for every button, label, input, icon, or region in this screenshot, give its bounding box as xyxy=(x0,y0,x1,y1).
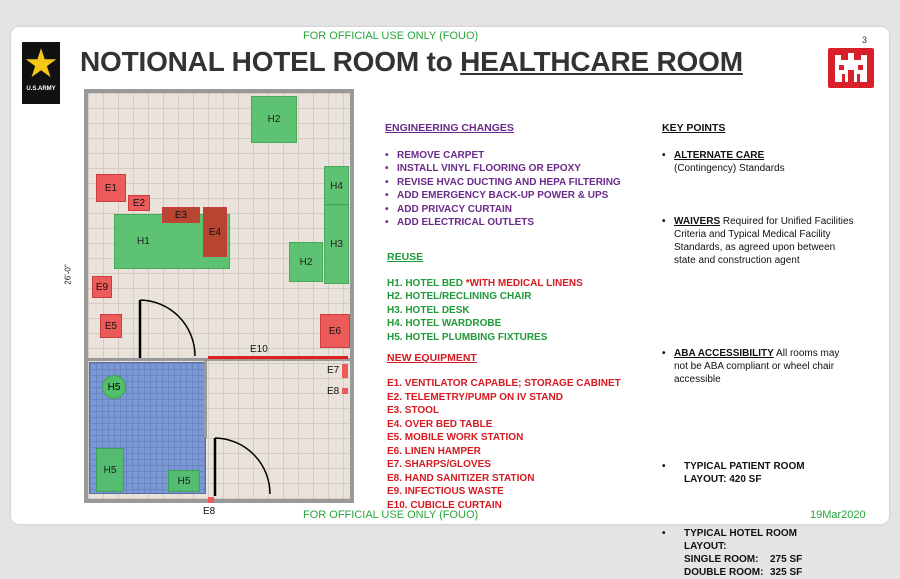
label-e8-bottom: E8 xyxy=(203,506,216,517)
hotel-room-line2: LAYOUT: xyxy=(684,541,727,552)
alternate-care-label: ALTERNATE CARE xyxy=(674,150,765,161)
castle-icon xyxy=(830,50,872,86)
door-swing-lower xyxy=(212,436,272,498)
hotel-wardrobe-h4: H4 xyxy=(324,166,349,206)
reuse-h1-note: *WITH MEDICAL LINENS xyxy=(462,278,583,289)
list-item: E4. OVER BED TABLE xyxy=(387,418,493,430)
linen-hamper-e6: E6 xyxy=(320,314,350,348)
hand-sanitizer-e8-mark-right xyxy=(342,388,348,394)
list-item xyxy=(387,277,583,290)
list-item: • REMOVE CARPET xyxy=(385,149,625,162)
double-room-label: DOUBLE ROOM: xyxy=(684,567,764,578)
patient-room-line1: TYPICAL PATIENT ROOM xyxy=(684,461,805,472)
list-item: E10. CUBICLE CURTAIN xyxy=(387,499,502,511)
waivers-text: Required for Unified Facilities Criteria and Typical Medical Facility Standards, as agreed upon between state and construction agent xyxy=(674,216,854,266)
aba-label: ABA ACCESSIBILITY xyxy=(674,348,774,359)
patient-room-line2: LAYOUT: 420 SF xyxy=(684,474,762,485)
list-item: • ADD EMERGENCY BACK-UP POWER & UPS xyxy=(385,189,625,202)
door-swing-upper xyxy=(137,298,197,360)
typical-hotel-room xyxy=(662,527,864,579)
list-item: • INSTALL VINYL FLOORING OR EPOXY xyxy=(385,162,625,175)
stool-e3: E3 xyxy=(162,207,200,223)
list-item: E6. LINEN HAMPER xyxy=(387,445,481,457)
list-item: H2. HOTEL/RECLINING CHAIR xyxy=(387,291,532,303)
waivers-label: WAIVERS xyxy=(674,216,721,227)
list-item: E8. HAND SANITIZER STATION xyxy=(387,472,535,484)
usace-castle-logo xyxy=(828,48,874,88)
single-room-row xyxy=(684,553,864,566)
list-item: E1. VENTILATOR CAPABLE; STORAGE CABINET xyxy=(387,378,621,389)
list-item: E3. STOOL xyxy=(387,405,440,416)
hotel-plumbing-h5-tub: H5 xyxy=(96,448,124,492)
single-room-value: 275 SF xyxy=(770,554,803,565)
title-part-2: HEALTHCARE ROOM xyxy=(460,46,743,77)
page-number: 3 xyxy=(862,35,868,45)
list-item: E5. MOBILE WORK STATION xyxy=(387,432,524,443)
new-equipment-heading: NEW EQUIPMENT xyxy=(387,352,477,364)
us-army-logo xyxy=(22,42,60,104)
fouo-top-banner: FOR OFFICIAL USE ONLY (FOUO) xyxy=(303,30,479,42)
reuse-h1: H1. HOTEL BED xyxy=(387,278,463,289)
mobile-work-station-e5: E5 xyxy=(100,314,122,338)
hand-sanitizer-e8-mark-bottom xyxy=(208,497,214,503)
new-equipment-list xyxy=(387,377,621,512)
bathroom-side-wall xyxy=(204,358,207,438)
key-points-heading: KEY POINTS xyxy=(662,122,726,134)
label-e7: E7 xyxy=(327,365,340,376)
list-item: • REVISE HVAC DUCTING AND HEPA FILTERING xyxy=(385,176,625,189)
label-e10: E10 xyxy=(250,344,268,355)
label-e8-right: E8 xyxy=(327,386,340,397)
double-room-value: 325 SF xyxy=(770,567,803,578)
list-item: H4. HOTEL WARDROBE xyxy=(387,318,502,330)
page-title xyxy=(80,46,743,78)
single-room-label: SINGLE ROOM: xyxy=(684,554,759,565)
telemetry-pump-e2: E2 xyxy=(128,195,150,211)
slide-date: 19Mar2020 xyxy=(810,509,866,521)
list-item: • ADD PRIVACY CURTAIN xyxy=(385,203,625,216)
fouo-bottom-banner: FOR OFFICIAL USE ONLY (FOUO) xyxy=(303,509,479,521)
infectious-waste-e9: E9 xyxy=(92,276,112,298)
list-item: E9. INFECTIOUS WASTE xyxy=(387,486,504,497)
room-dimension: 26'-0" xyxy=(63,264,73,285)
engineering-changes-heading: ENGINEERING CHANGES xyxy=(385,122,514,134)
list-item: H5. HOTEL PLUMBING FIXTURES xyxy=(387,331,548,343)
reuse-list xyxy=(387,277,583,344)
army-logo-text: U.S.ARMY xyxy=(26,86,56,92)
list-item: E2. TELEMETRY/PUMP ON IV STAND xyxy=(387,391,563,403)
double-room-row xyxy=(684,566,864,579)
key-point-aba xyxy=(662,347,854,386)
alternate-care-text: (Contingency) Standards xyxy=(674,163,785,174)
typical-patient-room xyxy=(662,460,864,486)
list-item: E7. SHARPS/GLOVES xyxy=(387,459,491,470)
key-point-alternate-care xyxy=(662,149,854,175)
hotel-reclining-chair-h2-side: H2 xyxy=(289,242,323,282)
hotel-bed-h1: H1 xyxy=(114,214,230,269)
hotel-plumbing-h5-toilet: H5 xyxy=(168,470,200,492)
hotel-reclining-chair-h2-top: H2 xyxy=(251,96,297,143)
title-part-1: NOTIONAL HOTEL ROOM to xyxy=(80,46,461,77)
sharps-gloves-e7-mark xyxy=(342,364,348,378)
reuse-heading: REUSE xyxy=(387,251,424,263)
ventilator-storage-cabinet-e1: E1 xyxy=(96,174,126,202)
hotel-room-line1: TYPICAL HOTEL ROOM xyxy=(684,528,797,539)
aba-text: All rooms may not be ABA compliant or wheel chair accessible xyxy=(674,348,840,385)
engineering-changes-list xyxy=(385,149,625,229)
hotel-desk-h3: H3 xyxy=(324,204,349,284)
key-point-waivers xyxy=(662,215,854,267)
star-icon: ★ xyxy=(23,42,59,86)
over-bed-table-e4: E4 xyxy=(203,207,227,257)
list-item: H3. HOTEL DESK xyxy=(387,304,470,316)
hotel-plumbing-h5-sink: H5 xyxy=(102,375,126,399)
cubicle-curtain-line xyxy=(208,356,348,359)
list-item: • ADD ELECTRICAL OUTLETS xyxy=(385,216,625,229)
